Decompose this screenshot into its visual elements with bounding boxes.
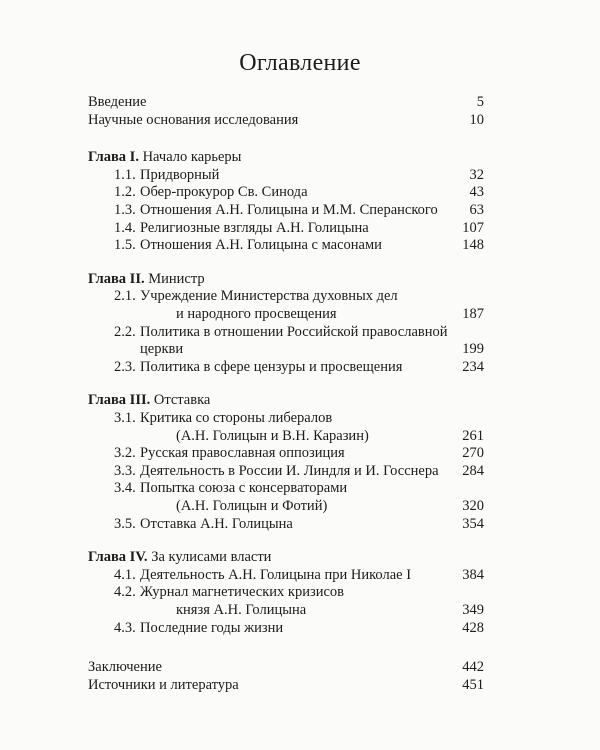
entry-title: Введение — [88, 94, 147, 110]
chapter-heading — [88, 148, 484, 166]
section-title: Политика в отношении Российской православной — [140, 323, 448, 340]
toc-entry — [88, 111, 484, 129]
section-entry — [114, 444, 484, 462]
page-number: 199 — [462, 341, 484, 358]
section-title: Последние годы жизни — [140, 619, 284, 636]
entry-title: Источники и литература — [88, 676, 239, 693]
page-number: 43 — [469, 184, 484, 201]
section-entry — [114, 479, 484, 497]
chapter-heading — [88, 391, 484, 409]
chapter-heading — [88, 548, 484, 566]
page-title: Оглавление — [239, 50, 361, 76]
section-entry — [114, 201, 484, 219]
page-number: 442 — [462, 659, 484, 676]
section-entry — [114, 236, 484, 254]
section-title: Отношения А.Н. Голицына и М.М. Сперанского — [140, 202, 438, 218]
entry-title: Научные основания исследования — [88, 111, 299, 128]
section-entry — [114, 515, 484, 533]
toc-entry — [88, 93, 484, 111]
section-entry — [114, 219, 484, 237]
page-number: 451 — [462, 676, 484, 693]
section-entry — [114, 462, 484, 480]
section-title: Учреждение Министерства духовных дел — [140, 288, 398, 305]
section-title: Обер-прокурор Св. Синода — [140, 184, 308, 201]
section-number: 3.5. — [114, 515, 136, 532]
section-number: 2.3. — [114, 358, 136, 375]
section-title: Попытка союза с консерваторами — [140, 480, 348, 497]
entry-title: Заключение — [88, 659, 162, 676]
section-entry — [114, 409, 484, 427]
section-entry — [176, 497, 484, 515]
section-number: 4.3. — [114, 619, 136, 636]
section-title: (А.Н. Голицын и В.Н. Каразин) — [176, 427, 369, 444]
section-number: 3.1. — [114, 410, 136, 426]
section-title: и народного просвещения — [176, 306, 337, 322]
chapter-title: За кулисами власти — [151, 549, 272, 566]
section-entry — [114, 566, 484, 584]
section-entry — [114, 287, 484, 305]
section-title: князя А.Н. Голицына — [176, 602, 307, 618]
section-number: 3.2. — [114, 445, 136, 462]
section-title: Деятельность в России И. Линдля и И. Госснера — [140, 462, 439, 479]
section-title: Деятельность А.Н. Голицына при Николае I — [140, 566, 412, 583]
page-number: 320 — [462, 498, 484, 514]
section-number: 1.4. — [114, 219, 136, 236]
section-title: (А.Н. Голицын и Фотий) — [176, 498, 328, 514]
section-number: 2.1. — [114, 288, 136, 305]
page-number: 349 — [462, 602, 484, 618]
section-entry — [176, 305, 484, 323]
section-number: 4.2. — [114, 584, 136, 601]
chapter-title: Министр — [148, 270, 205, 287]
section-title: Критика со стороны либералов — [140, 410, 333, 426]
section-title: Политика в сфере цензуры и просвещения — [140, 358, 403, 375]
section-entry — [114, 166, 484, 184]
page-number: 354 — [462, 515, 484, 532]
section-title: Отношения А.Н. Голицына с масонами — [140, 237, 382, 254]
chapter-title: Отставка — [153, 392, 211, 409]
section-title: Отставка А.Н. Голицына — [140, 515, 293, 532]
chapter-label: Глава III. — [88, 392, 151, 409]
section-entry — [176, 601, 484, 619]
toc-entry — [88, 658, 484, 676]
section-number: 1.2. — [114, 184, 136, 201]
section-number: 4.1. — [114, 566, 136, 583]
page-number: 5 — [476, 94, 484, 110]
page-number: 187 — [462, 306, 484, 322]
page-number: 10 — [469, 111, 484, 128]
page-number: 284 — [462, 462, 484, 479]
section-number: 3.3. — [114, 462, 136, 479]
section-title: Религиозные взгляды А.Н. Голицына — [140, 219, 369, 236]
chapter-label: Глава IV. — [88, 549, 148, 566]
page-number: 270 — [462, 445, 484, 462]
section-number: 1.3. — [114, 202, 136, 218]
section-entry — [114, 183, 484, 201]
section-title: Журнал магнетических кризисов — [140, 584, 344, 601]
page-number: 63 — [469, 202, 484, 218]
section-entry — [114, 358, 484, 376]
page-number: 428 — [462, 619, 484, 636]
page-number: 384 — [462, 566, 484, 583]
section-number: 1.1. — [114, 166, 136, 183]
section-entry — [114, 619, 484, 637]
toc-entry — [88, 676, 484, 694]
section-title: Придворный — [140, 166, 220, 183]
page-number: 32 — [469, 166, 484, 183]
section-entry — [176, 427, 484, 445]
section-number: 2.2. — [114, 323, 136, 340]
chapter-title: Начало карьеры — [142, 149, 242, 166]
section-entry — [140, 340, 484, 358]
chapter-heading — [88, 270, 484, 288]
section-number: 1.5. — [114, 237, 136, 254]
page-number: 107 — [462, 219, 484, 236]
chapter-label: Глава II. — [88, 270, 145, 287]
section-entry — [114, 583, 484, 601]
page-number: 261 — [462, 427, 484, 444]
section-entry — [114, 323, 484, 341]
section-number: 3.4. — [114, 480, 136, 497]
section-title: Русская православная оппозиция — [140, 445, 345, 462]
chapter-label: Глава I. — [88, 149, 139, 166]
page-number: 148 — [462, 237, 484, 254]
section-title: церкви — [140, 341, 184, 358]
page-number: 234 — [462, 358, 484, 375]
